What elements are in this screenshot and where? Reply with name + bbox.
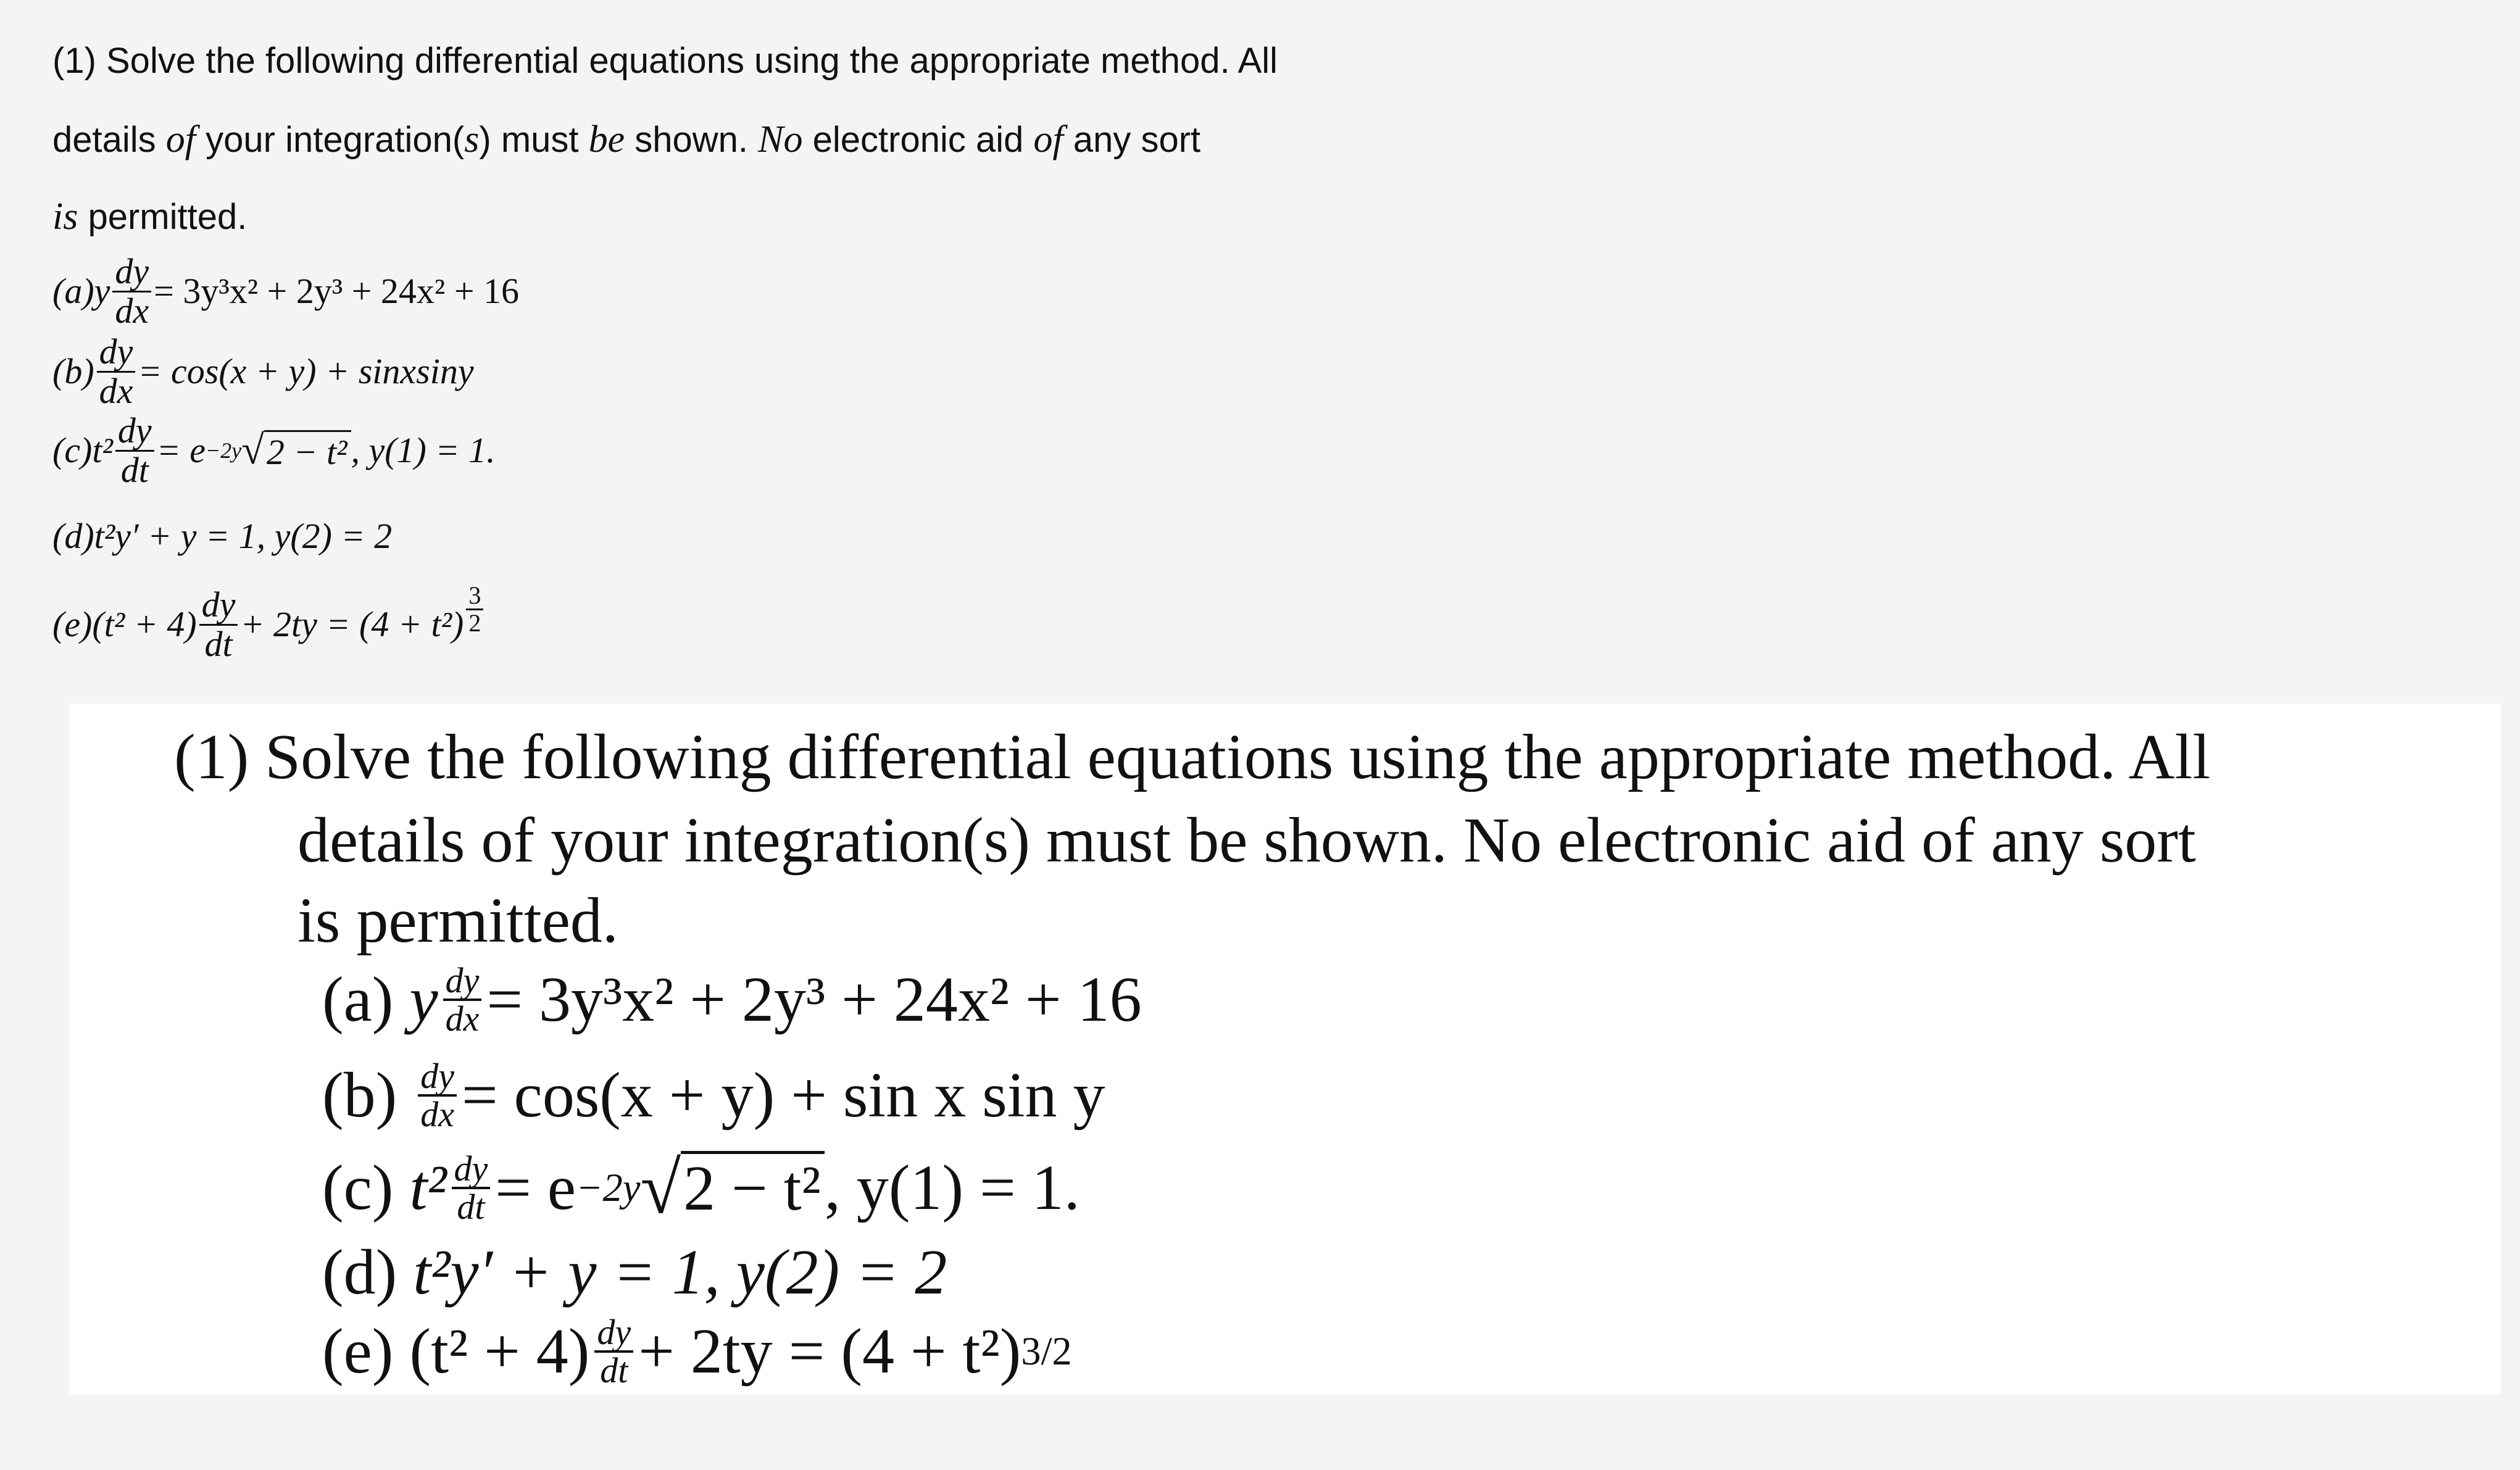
intro-italic: No: [758, 118, 803, 160]
equation-rhs: = cos(x + y) + sin x sin y: [462, 1060, 1105, 1131]
fraction-numerator: dy: [452, 1151, 491, 1189]
equation-rhs: = 3y³x² + 2y³ + 24x² + 16: [486, 964, 1142, 1035]
fraction-denominator: dt: [600, 1350, 628, 1390]
latex-version-panel: [69, 704, 2501, 1395]
intro-italic: of: [165, 118, 196, 160]
intro-text: electronic aid: [802, 120, 1034, 160]
fraction-numerator: dy: [112, 253, 151, 293]
equation-term: (t² + 4): [409, 1316, 590, 1387]
fraction-denominator: dt: [120, 449, 149, 490]
equation-label: (b): [322, 1060, 397, 1131]
equation-c: (c) t² $\frac{dy}{dt}$ = e −2y √ 2 − t² , y(1) = 1.: [52, 410, 496, 490]
derivative-fraction: [418, 1058, 457, 1132]
equation-term: (t² + 4): [92, 604, 197, 645]
intro-text: any sort: [1063, 120, 1201, 160]
intro-text: details: [52, 120, 166, 160]
equation-e: [52, 581, 486, 664]
intro-text: shown.: [625, 120, 759, 160]
equation-term: y: [94, 271, 110, 312]
equation-d: [52, 518, 392, 554]
fraction-denominator: 2: [468, 609, 481, 637]
fraction-numerator: dy: [115, 412, 154, 452]
panel-line-2: details of your integration(s) must be shown. No electronic aid of any sort: [297, 805, 2196, 876]
panel-equation-b: [322, 1058, 1105, 1132]
equation-label: (e): [52, 604, 93, 645]
fraction-denominator: dx: [420, 1094, 455, 1134]
intro-line-3: [52, 197, 247, 236]
equation-label: (b): [52, 351, 94, 392]
derivative-fraction: [199, 586, 238, 663]
fraction-numerator: 3: [466, 583, 483, 610]
panel-equation-a: [322, 960, 1142, 1039]
intro-text: your integration(: [196, 120, 465, 160]
derivative-fraction: [115, 412, 154, 489]
fraction-numerator: dy: [443, 963, 482, 1001]
panel-line-3: is permitted.: [297, 885, 618, 956]
derivative-fraction: [594, 1314, 633, 1389]
radicand: 2 − t²: [264, 430, 351, 471]
intro-text: ) must: [479, 120, 589, 160]
fraction-denominator: dt: [457, 1187, 485, 1227]
equation-rhs: = e: [495, 1152, 576, 1223]
intro-line-2: [52, 120, 1200, 159]
derivative-fraction: [112, 253, 151, 330]
equation-term: t²: [92, 430, 113, 471]
square-root: [241, 430, 351, 471]
equation-label: (a): [322, 964, 394, 1035]
equation-b: [52, 333, 474, 410]
fraction-numerator: dy: [97, 333, 136, 373]
intro-text: permitted.: [78, 197, 247, 237]
square-root: [640, 1147, 824, 1229]
panel-equation-d: [322, 1237, 947, 1308]
exponent-fraction: [466, 583, 483, 636]
typed-version: [0, 0, 2520, 691]
equation-body: t²y′ + y = 1, y(2) = 2: [94, 516, 393, 556]
intro-italic: is: [52, 196, 78, 238]
panel-line-1: (1) Solve the following differential equations using the appropriate method. All: [174, 721, 2211, 792]
equation-label: (c): [322, 1152, 394, 1223]
fraction-denominator: dt: [204, 623, 233, 664]
equation-label: (e): [322, 1316, 394, 1387]
fraction-numerator: dy: [418, 1058, 457, 1097]
equation-rhs: = cos(x + y) + sinxsiny: [138, 351, 474, 392]
equation-condition: , y(1) = 1.: [824, 1152, 1080, 1223]
equation-rhs: + 2ty = (4 + t²): [638, 1316, 1021, 1387]
equation-body: t²y′ + y = 1, y(2) = 2: [413, 1237, 947, 1308]
panel-equation-e: (e) (t² + 4) $\frac{dy}{dt}$ + 2ty = (4 + t²) 3/2: [322, 1312, 1072, 1390]
panel-equation-c: (c) t² $\frac{dy}{dt}$ = e −2y √ 2 − t² , y(1) = 1.: [322, 1147, 1080, 1229]
equation-term: y: [409, 964, 438, 1035]
equation-a: [52, 253, 519, 330]
equation-rhs: + 2ty = (4 + t²): [240, 604, 464, 645]
radical-sign: √: [640, 1147, 681, 1229]
equation-label: (c): [52, 430, 93, 471]
fraction-denominator: dx: [115, 290, 149, 331]
fraction-numerator: dy: [594, 1314, 633, 1353]
equation-label: (d): [322, 1237, 397, 1308]
radical-sign: √: [241, 428, 264, 473]
equation-label: (a): [52, 271, 94, 312]
derivative-fraction: [97, 333, 136, 410]
equation-rhs: = 3y³x² + 2y³ + 24x² + 16: [154, 271, 520, 312]
equation-rhs: = e: [156, 430, 206, 471]
fraction-denominator: dx: [445, 999, 480, 1039]
fraction-numerator: dy: [199, 586, 238, 626]
derivative-fraction: [443, 960, 482, 1039]
intro-italic: of: [1033, 118, 1063, 160]
intro-italic: s: [464, 118, 480, 160]
intro-line-1: (1) Solve the following differential equations using the appropriate method. All: [52, 41, 1278, 81]
equation-condition: , y(1) = 1.: [351, 430, 496, 471]
radicand: 2 − t²: [681, 1151, 825, 1225]
equation-term: t²: [409, 1152, 447, 1223]
derivative-fraction: [452, 1148, 491, 1227]
fraction-denominator: dx: [99, 370, 133, 411]
intro-italic: be: [588, 118, 625, 160]
equation-label: (d): [52, 516, 94, 556]
